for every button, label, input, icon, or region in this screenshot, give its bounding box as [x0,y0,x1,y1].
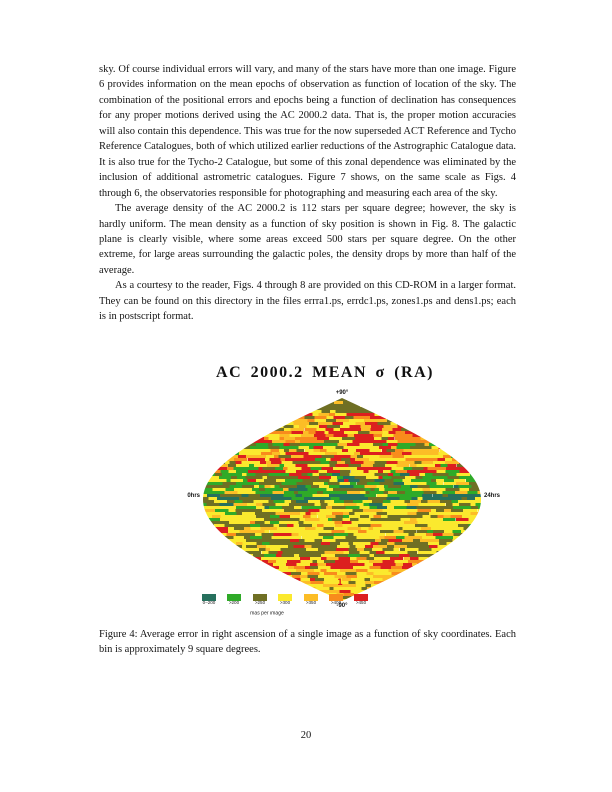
map-label-0hrs: 0hrs [187,493,200,499]
figure-title: AC 2000.2 MEAN σ (RA) [216,364,434,381]
sky-map [203,398,481,601]
legend-swatch [329,594,343,601]
sky-map-plot [203,398,481,601]
legend-item [248,594,272,608]
legend-item [273,594,297,608]
legend-item [299,594,323,608]
paragraph: As a courtesy to the reader, Figs. 4 through 8 are provided on this CD-ROM in a larger format. They can be found on this directory in the files errra1.ps, errdc1.ps, zones1.ps and dens1.ps; each is in postscript format. [99,280,516,323]
paragraph: sky. Of course individual errors will vary, and many of the stars have more than one image. Figure 6 provides information on the mean epochs of observation as function of location of the sky. The combination of the positional errors and epochs being a function of declination has consequences for any proper motions derived using the AC 2000.2 data. That is, the proper motion accuracies will also contain this dependence. This was true for the now superseded ACT Reference and Tycho Reference Catalogues, both of which utilized earlier reductions of the Astrographic Catalogue data. It is also true for the Tycho-2 Catalogue, but some of this zonal dependence was eliminated by the inclusion of additional astrometric catalogues. Figure 7 shows, on the same scale as Figs. 4 through 6, the observatories responsible for photographing and measuring each area of the sky. [99,64,516,199]
legend-bin-label: >450 [356,601,367,606]
legend-bin-label: 0–200 [202,601,216,606]
legend-swatch [304,594,318,601]
legend-bin-label: >350 [305,601,316,606]
map-label-24hrs: 24hrs [484,493,501,499]
legend-swatch [253,594,267,601]
figure-caption: Figure 4: Average error in right ascension of a single image as a function of sky coordinates. Each bin is approximately 9 square degrees. [99,629,516,656]
body-text-column [99,62,516,325]
legend-bin-label: >400 [330,601,342,606]
map-label-north-pole: +90° [335,390,349,396]
legend-swatch [227,594,241,601]
legend-item [349,594,373,608]
legend-item [197,594,221,608]
map-label-south-pole: -90° [336,603,348,609]
paragraph: The average density of the AC 2000.2 is 112 stars per square degree; however, the sky is hardly uniform. The mean density as a function of sky position is shown in Fig. 8. The galactic plane is clearly visible, where some areas exceed 500 stars per square degree. On the other extreme, for large areas surrounding the galactic poles, the density drops by more than half of the average. [99,203,516,276]
legend-bin-label: >200 [229,601,240,606]
map-artifact-label: 1 [337,578,343,588]
legend-swatch [202,594,216,601]
legend-item [222,594,246,608]
legend-item [324,594,348,608]
legend [197,594,387,612]
legend-swatch [354,594,368,601]
legend-bin-label: >250 [254,601,265,606]
legend-units-label: mas per image [250,611,284,617]
legend-swatch [278,594,292,601]
page-number: 20 [300,730,312,741]
legend-bin-label: >300 [280,601,291,606]
